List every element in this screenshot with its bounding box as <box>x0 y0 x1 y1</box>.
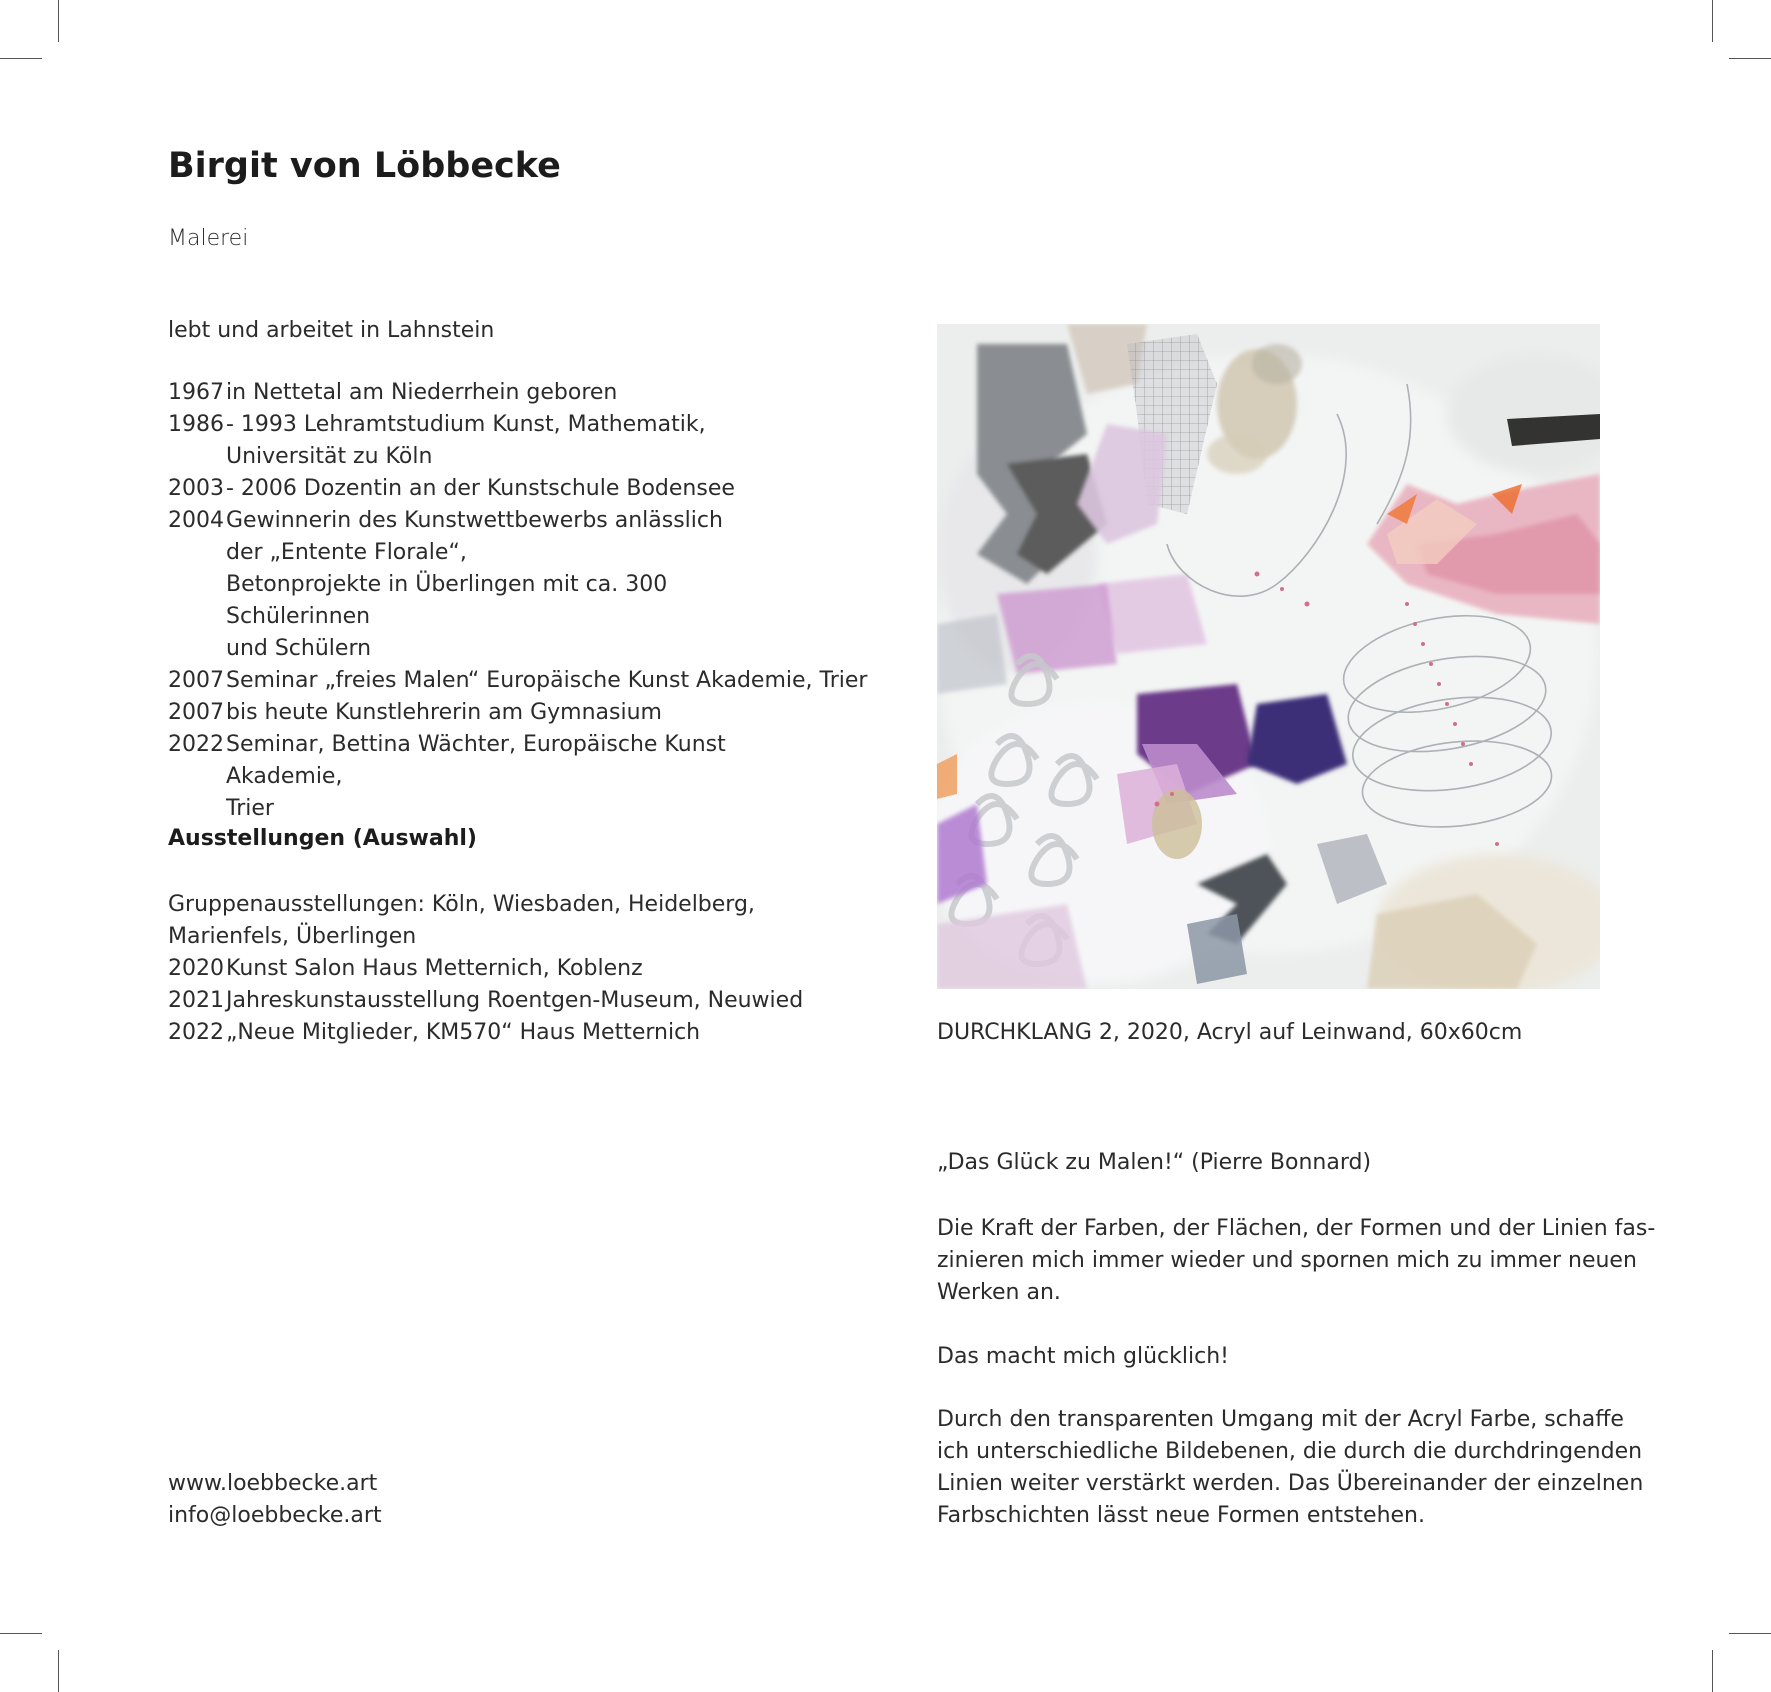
crop-mark-bottom-left-h <box>0 1633 42 1634</box>
exhibition-text: Kunst Salon Haus Metternich, Koblenz <box>226 956 643 981</box>
group-exhibitions-line: Gruppenausstellungen: Köln, Wiesbaden, Heidelberg, <box>168 892 755 917</box>
bio-line: Seminar, Bettina Wächter, Europäische Kunst Akademie, <box>226 732 726 789</box>
exhibitions-list <box>168 889 808 1049</box>
exhibition-entry <box>168 953 808 985</box>
crop-mark-top-right-v <box>1712 0 1713 42</box>
bio-entry <box>168 505 808 665</box>
bio-line: Universität zu Köln <box>226 444 433 469</box>
exhibition-year: 2020 <box>168 956 224 981</box>
bio-line: Betonprojekte in Überlingen mit ca. 300 Schülerinnen <box>226 572 668 629</box>
artist-quote: „Das Glück zu Malen!“ (Pierre Bonnard) <box>937 1150 1372 1175</box>
artist-name: Birgit von Löbbecke <box>168 146 561 186</box>
crop-mark-top-left-h <box>0 58 42 59</box>
bio-entry <box>168 377 808 409</box>
statement-paragraph-1 <box>937 1213 1656 1309</box>
bio-line: Gewinnerin des Kunstwettbewerbs anlässlich <box>226 508 723 533</box>
email-link[interactable]: info@loebbecke.art <box>168 1503 382 1528</box>
bio-entry <box>168 473 808 505</box>
discipline: Malerei <box>168 226 249 251</box>
statement-line: Das macht mich glücklich! <box>937 1344 1229 1369</box>
bio-year: 2004 <box>168 508 224 533</box>
bio-line: - 2006 Dozentin an der Kunstschule Bodensee <box>226 476 735 501</box>
bio-line: Seminar „freies Malen“ Europäische Kunst Akademie, Trier <box>226 668 868 693</box>
bio-line: - 1993 Lehramtstudium Kunst, Mathematik, <box>226 412 706 437</box>
bio-year: 2007 <box>168 668 224 693</box>
bio-year: 2003 <box>168 476 224 501</box>
statement-paragraph-2 <box>937 1341 1597 1373</box>
bio-intro: lebt und arbeitet in Lahnstein <box>168 318 495 343</box>
bio-year: 1967 <box>168 380 224 405</box>
bio-year: 2022 <box>168 732 224 757</box>
artwork-caption: DURCHKLANG 2, 2020, Acryl auf Leinwand, 60x60cm <box>937 1020 1523 1045</box>
statement-line: Die Kraft der Farben, der Flächen, der Formen und der Linien fas- <box>937 1216 1656 1241</box>
exhibition-entry <box>168 1017 808 1049</box>
crop-mark-bottom-left-v <box>58 1650 59 1692</box>
bio-line: in Nettetal am Niederrhein geboren <box>226 380 618 405</box>
crop-mark-bottom-right-v <box>1712 1650 1713 1692</box>
bio-entry <box>168 697 808 729</box>
statement-line: Werken an. <box>937 1280 1061 1305</box>
statement-line: Durch den transparenten Umgang mit der Acryl Farbe, schaffe <box>937 1407 1624 1432</box>
group-exhibitions-line: Marienfels, Überlingen <box>168 924 417 949</box>
bio-line: bis heute Kunstlehrerin am Gymnasium <box>226 700 662 725</box>
bio-entry <box>168 665 868 697</box>
exhibition-entry <box>168 985 808 1017</box>
statement-line: Farbschichten lässt neue Formen entstehen. <box>937 1503 1425 1528</box>
crop-mark-top-right-h <box>1729 58 1771 59</box>
statement-line: ich unterschiedliche Bildebenen, die durch die durchdringenden <box>937 1439 1643 1464</box>
bio-list <box>168 377 868 825</box>
bio-line: Trier <box>226 796 274 821</box>
exhibitions-heading: Ausstellungen (Auswahl) <box>168 826 477 851</box>
crop-mark-top-left-v <box>58 0 59 42</box>
bio-year: 2007 <box>168 700 224 725</box>
contact-block <box>168 1468 382 1532</box>
exhibition-year: 2022 <box>168 1020 224 1045</box>
bio-entry <box>168 729 808 825</box>
exhibition-text: Jahreskunstausstellung Roentgen-Museum, Neuwied <box>226 988 804 1013</box>
exhibition-year: 2021 <box>168 988 224 1013</box>
bio-entry <box>168 409 808 473</box>
crop-mark-bottom-right-h <box>1729 1633 1771 1634</box>
bio-year: 1986 <box>168 412 224 437</box>
bio-line: der „Entente Florale“, <box>226 540 467 565</box>
statement-line: zinieren mich immer wieder und spornen mich zu immer neuen <box>937 1248 1637 1273</box>
statement-line: Linien weiter verstärkt werden. Das Übereinander der einzelnen <box>937 1471 1644 1496</box>
website-link[interactable]: www.loebbecke.art <box>168 1471 378 1496</box>
abstract-painting-image <box>937 324 1600 989</box>
statement-paragraph-3 <box>937 1404 1644 1532</box>
artwork-painting <box>937 324 1600 989</box>
exhibition-text: „Neue Mitglieder, KM570“ Haus Metternich <box>226 1020 701 1045</box>
bio-line: und Schülern <box>226 636 372 661</box>
